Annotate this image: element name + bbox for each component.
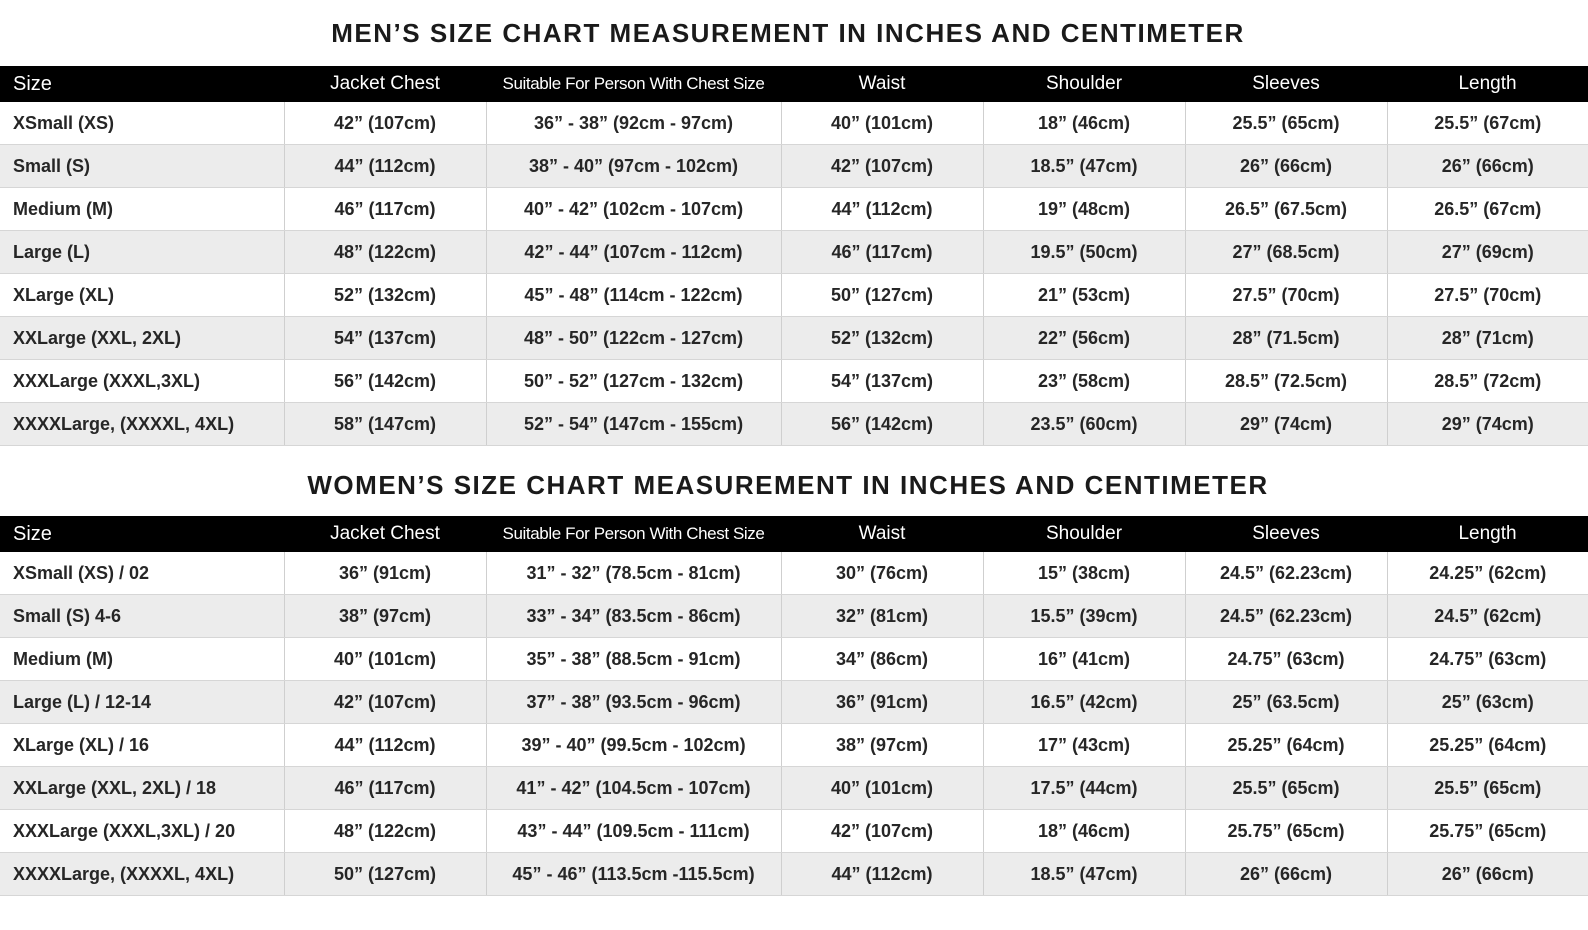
cell-suitable-chest-size: 36” - 38” (92cm - 97cm) bbox=[486, 102, 781, 145]
cell-size: XXXXLarge, (XXXXL, 4XL) bbox=[0, 403, 284, 446]
table-row bbox=[0, 102, 1588, 145]
cell-shoulder: 18” (46cm) bbox=[983, 102, 1185, 145]
cell-waist: 32” (81cm) bbox=[781, 595, 983, 638]
header-jacket-chest: Jacket Chest bbox=[284, 66, 486, 102]
table-row bbox=[0, 724, 1588, 767]
cell-suitable-chest-size: 45” - 46” (113.5cm -115.5cm) bbox=[486, 853, 781, 896]
cell-waist: 44” (112cm) bbox=[781, 188, 983, 231]
cell-jacket-chest: 44” (112cm) bbox=[284, 145, 486, 188]
cell-jacket-chest: 44” (112cm) bbox=[284, 724, 486, 767]
cell-length: 25” (63cm) bbox=[1387, 681, 1588, 724]
cell-size: Medium (M) bbox=[0, 638, 284, 681]
cell-shoulder: 19.5” (50cm) bbox=[983, 231, 1185, 274]
header-waist: Waist bbox=[781, 66, 983, 102]
cell-suitable-chest-size: 43” - 44” (109.5cm - 111cm) bbox=[486, 810, 781, 853]
cell-shoulder: 19” (48cm) bbox=[983, 188, 1185, 231]
cell-length: 26” (66cm) bbox=[1387, 145, 1588, 188]
table-row bbox=[0, 552, 1588, 595]
table-row bbox=[0, 188, 1588, 231]
cell-sleeves: 25” (63.5cm) bbox=[1185, 681, 1387, 724]
cell-length: 27” (69cm) bbox=[1387, 231, 1588, 274]
cell-size: XSmall (XS) / 02 bbox=[0, 552, 284, 595]
cell-waist: 36” (91cm) bbox=[781, 681, 983, 724]
cell-shoulder: 17.5” (44cm) bbox=[983, 767, 1185, 810]
cell-suitable-chest-size: 35” - 38” (88.5cm - 91cm) bbox=[486, 638, 781, 681]
table-row bbox=[0, 274, 1588, 317]
cell-sleeves: 29” (74cm) bbox=[1185, 403, 1387, 446]
cell-length: 25.25” (64cm) bbox=[1387, 724, 1588, 767]
cell-jacket-chest: 58” (147cm) bbox=[284, 403, 486, 446]
cell-suitable-chest-size: 39” - 40” (99.5cm - 102cm) bbox=[486, 724, 781, 767]
cell-waist: 40” (101cm) bbox=[781, 767, 983, 810]
cell-length: 26.5” (67cm) bbox=[1387, 188, 1588, 231]
table-row bbox=[0, 403, 1588, 446]
cell-size: Small (S) bbox=[0, 145, 284, 188]
men-table-body bbox=[0, 102, 1588, 446]
cell-jacket-chest: 54” (137cm) bbox=[284, 317, 486, 360]
cell-jacket-chest: 42” (107cm) bbox=[284, 681, 486, 724]
cell-sleeves: 24.75” (63cm) bbox=[1185, 638, 1387, 681]
cell-size: XXXLarge (XXXL,3XL) / 20 bbox=[0, 810, 284, 853]
cell-length: 26” (66cm) bbox=[1387, 853, 1588, 896]
cell-jacket-chest: 48” (122cm) bbox=[284, 810, 486, 853]
table-row bbox=[0, 810, 1588, 853]
cell-suitable-chest-size: 37” - 38” (93.5cm - 96cm) bbox=[486, 681, 781, 724]
table-row bbox=[0, 145, 1588, 188]
cell-shoulder: 18” (46cm) bbox=[983, 810, 1185, 853]
cell-sleeves: 28” (71.5cm) bbox=[1185, 317, 1387, 360]
cell-shoulder: 16” (41cm) bbox=[983, 638, 1185, 681]
cell-waist: 38” (97cm) bbox=[781, 724, 983, 767]
cell-shoulder: 22” (56cm) bbox=[983, 317, 1185, 360]
cell-size: XXLarge (XXL, 2XL) bbox=[0, 317, 284, 360]
cell-sleeves: 27” (68.5cm) bbox=[1185, 231, 1387, 274]
cell-sleeves: 28.5” (72.5cm) bbox=[1185, 360, 1387, 403]
cell-shoulder: 23” (58cm) bbox=[983, 360, 1185, 403]
cell-length: 25.75” (65cm) bbox=[1387, 810, 1588, 853]
table-row bbox=[0, 681, 1588, 724]
table-row bbox=[0, 317, 1588, 360]
cell-shoulder: 18.5” (47cm) bbox=[983, 145, 1185, 188]
cell-sleeves: 27.5” (70cm) bbox=[1185, 274, 1387, 317]
cell-shoulder: 23.5” (60cm) bbox=[983, 403, 1185, 446]
cell-sleeves: 24.5” (62.23cm) bbox=[1185, 595, 1387, 638]
cell-suitable-chest-size: 48” - 50” (122cm - 127cm) bbox=[486, 317, 781, 360]
table-header-row bbox=[0, 66, 1588, 102]
cell-jacket-chest: 50” (127cm) bbox=[284, 853, 486, 896]
cell-jacket-chest: 38” (97cm) bbox=[284, 595, 486, 638]
cell-shoulder: 15” (38cm) bbox=[983, 552, 1185, 595]
women-size-chart-title: WOMEN’S SIZE CHART MEASUREMENT IN INCHES AND CENTIMETER bbox=[307, 470, 1269, 500]
cell-suitable-chest-size: 40” - 42” (102cm - 107cm) bbox=[486, 188, 781, 231]
cell-suitable-chest-size: 31” - 32” (78.5cm - 81cm) bbox=[486, 552, 781, 595]
cell-length: 25.5” (65cm) bbox=[1387, 767, 1588, 810]
header-suitable-chest-size: Suitable For Person With Chest Size bbox=[486, 516, 781, 552]
cell-size: Medium (M) bbox=[0, 188, 284, 231]
cell-suitable-chest-size: 42” - 44” (107cm - 112cm) bbox=[486, 231, 781, 274]
header-sleeves: Sleeves bbox=[1185, 516, 1387, 552]
cell-waist: 54” (137cm) bbox=[781, 360, 983, 403]
cell-size: Large (L) bbox=[0, 231, 284, 274]
cell-waist: 42” (107cm) bbox=[781, 810, 983, 853]
cell-size: Small (S) 4-6 bbox=[0, 595, 284, 638]
cell-sleeves: 25.25” (64cm) bbox=[1185, 724, 1387, 767]
cell-sleeves: 26” (66cm) bbox=[1185, 853, 1387, 896]
header-shoulder: Shoulder bbox=[983, 66, 1185, 102]
cell-suitable-chest-size: 33” - 34” (83.5cm - 86cm) bbox=[486, 595, 781, 638]
cell-length: 27.5” (70cm) bbox=[1387, 274, 1588, 317]
cell-suitable-chest-size: 45” - 48” (114cm - 122cm) bbox=[486, 274, 781, 317]
cell-shoulder: 16.5” (42cm) bbox=[983, 681, 1185, 724]
header-sleeves: Sleeves bbox=[1185, 66, 1387, 102]
cell-suitable-chest-size: 50” - 52” (127cm - 132cm) bbox=[486, 360, 781, 403]
cell-shoulder: 18.5” (47cm) bbox=[983, 853, 1185, 896]
cell-suitable-chest-size: 41” - 42” (104.5cm - 107cm) bbox=[486, 767, 781, 810]
cell-sleeves: 24.5” (62.23cm) bbox=[1185, 552, 1387, 595]
cell-length: 28” (71cm) bbox=[1387, 317, 1588, 360]
women-table-body bbox=[0, 552, 1588, 896]
header-suitable-chest-size: Suitable For Person With Chest Size bbox=[486, 66, 781, 102]
header-waist: Waist bbox=[781, 516, 983, 552]
cell-waist: 30” (76cm) bbox=[781, 552, 983, 595]
cell-waist: 52” (132cm) bbox=[781, 317, 983, 360]
cell-length: 29” (74cm) bbox=[1387, 403, 1588, 446]
cell-jacket-chest: 40” (101cm) bbox=[284, 638, 486, 681]
table-row bbox=[0, 767, 1588, 810]
cell-waist: 50” (127cm) bbox=[781, 274, 983, 317]
table-row bbox=[0, 231, 1588, 274]
cell-jacket-chest: 46” (117cm) bbox=[284, 188, 486, 231]
cell-length: 24.5” (62cm) bbox=[1387, 595, 1588, 638]
header-size: Size bbox=[0, 516, 284, 552]
cell-shoulder: 17” (43cm) bbox=[983, 724, 1185, 767]
cell-shoulder: 21” (53cm) bbox=[983, 274, 1185, 317]
cell-jacket-chest: 56” (142cm) bbox=[284, 360, 486, 403]
header-jacket-chest: Jacket Chest bbox=[284, 516, 486, 552]
header-length: Length bbox=[1387, 516, 1588, 552]
header-size: Size bbox=[0, 66, 284, 102]
cell-size: XXXXLarge, (XXXXL, 4XL) bbox=[0, 853, 284, 896]
cell-suitable-chest-size: 38” - 40” (97cm - 102cm) bbox=[486, 145, 781, 188]
cell-jacket-chest: 46” (117cm) bbox=[284, 767, 486, 810]
cell-length: 28.5” (72cm) bbox=[1387, 360, 1588, 403]
cell-waist: 44” (112cm) bbox=[781, 853, 983, 896]
women-size-table bbox=[0, 516, 1588, 896]
table-row bbox=[0, 638, 1588, 681]
cell-waist: 42” (107cm) bbox=[781, 145, 983, 188]
cell-size: XLarge (XL) / 16 bbox=[0, 724, 284, 767]
table-row bbox=[0, 853, 1588, 896]
cell-jacket-chest: 42” (107cm) bbox=[284, 102, 486, 145]
cell-suitable-chest-size: 52” - 54” (147cm - 155cm) bbox=[486, 403, 781, 446]
cell-size: XXLarge (XXL, 2XL) / 18 bbox=[0, 767, 284, 810]
cell-sleeves: 26.5” (67.5cm) bbox=[1185, 188, 1387, 231]
cell-length: 25.5” (67cm) bbox=[1387, 102, 1588, 145]
cell-shoulder: 15.5” (39cm) bbox=[983, 595, 1185, 638]
cell-waist: 40” (101cm) bbox=[781, 102, 983, 145]
header-shoulder: Shoulder bbox=[983, 516, 1185, 552]
men-size-table bbox=[0, 66, 1588, 446]
cell-length: 24.75” (63cm) bbox=[1387, 638, 1588, 681]
header-length: Length bbox=[1387, 66, 1588, 102]
cell-sleeves: 25.5” (65cm) bbox=[1185, 767, 1387, 810]
cell-jacket-chest: 48” (122cm) bbox=[284, 231, 486, 274]
cell-length: 24.25” (62cm) bbox=[1387, 552, 1588, 595]
men-size-chart-title: MEN’S SIZE CHART MEASUREMENT IN INCHES AND CENTIMETER bbox=[331, 18, 1245, 48]
cell-size: XXXLarge (XXXL,3XL) bbox=[0, 360, 284, 403]
cell-size: XLarge (XL) bbox=[0, 274, 284, 317]
table-row bbox=[0, 595, 1588, 638]
cell-waist: 46” (117cm) bbox=[781, 231, 983, 274]
cell-sleeves: 25.5” (65cm) bbox=[1185, 102, 1387, 145]
cell-jacket-chest: 36” (91cm) bbox=[284, 552, 486, 595]
table-row bbox=[0, 360, 1588, 403]
cell-sleeves: 25.75” (65cm) bbox=[1185, 810, 1387, 853]
cell-size: Large (L) / 12-14 bbox=[0, 681, 284, 724]
cell-waist: 56” (142cm) bbox=[781, 403, 983, 446]
cell-jacket-chest: 52” (132cm) bbox=[284, 274, 486, 317]
cell-sleeves: 26” (66cm) bbox=[1185, 145, 1387, 188]
table-header-row bbox=[0, 516, 1588, 552]
cell-size: XSmall (XS) bbox=[0, 102, 284, 145]
cell-waist: 34” (86cm) bbox=[781, 638, 983, 681]
